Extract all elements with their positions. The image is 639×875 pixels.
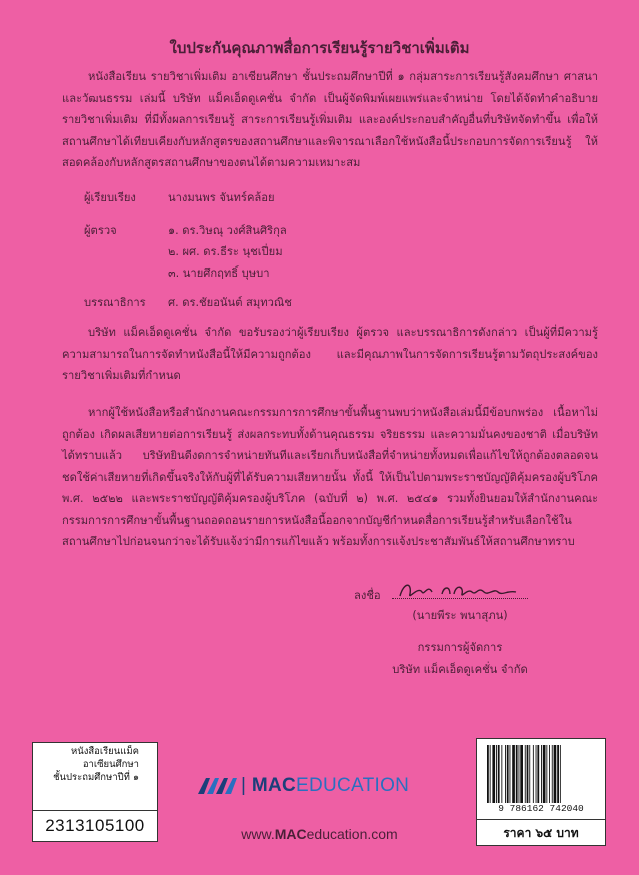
barcode-bar xyxy=(487,745,489,803)
barcode-bar xyxy=(512,745,515,803)
barcode-bar xyxy=(554,745,557,803)
isbn-number: 9 786162 742040 xyxy=(498,803,584,814)
product-line-3: ชั้นประถมศึกษาปีที่ ๑ xyxy=(53,772,139,783)
sign-label: ลงชื่อ xyxy=(354,589,381,602)
barcode-bar xyxy=(507,745,509,803)
barcode-bar xyxy=(492,745,495,803)
author-name: นางมนพร จันทร์คล้อย xyxy=(168,191,275,204)
url-prefix: www. xyxy=(241,826,275,842)
brand-separator: | xyxy=(241,775,252,796)
mac-logo-icon xyxy=(198,778,238,794)
barcode-bar xyxy=(505,745,506,803)
reviewer-3: ๓. นายศึกฤทธิ์ บุษบา xyxy=(168,267,270,280)
barcode-bar xyxy=(490,745,491,803)
reviewer-1: ๑. ดร.วิษณุ วงศ์สินศิริกุล xyxy=(168,224,287,237)
brand-wordmark xyxy=(241,775,409,797)
isbn-barcode xyxy=(485,745,595,803)
barcode-bar xyxy=(496,745,497,803)
price-label: ราคา ๖๕ บาท xyxy=(477,819,605,843)
author-label: ผู้เรียบเรียง xyxy=(84,191,136,204)
barcode-bar xyxy=(527,745,529,803)
barcode-bar xyxy=(541,745,542,803)
signer-position: กรรมการผู้จัดการ xyxy=(417,641,503,654)
barcode-bar xyxy=(546,745,547,803)
page-title: ใบประกันคุณภาพสื่อการเรียนรู้รายวิชาเพิ่มเติม xyxy=(169,39,470,57)
barcode-bar xyxy=(516,745,518,803)
barcode-bar xyxy=(525,745,526,803)
product-info-text xyxy=(33,745,157,784)
reviewer-label: ผู้ตรวจ xyxy=(84,224,117,237)
product-line-1: หนังสือเรียนแม็ค xyxy=(70,746,139,757)
barcode-bar xyxy=(533,745,534,803)
mac-education-logo xyxy=(198,774,438,798)
barcode-bar xyxy=(536,745,537,803)
product-code: 2313105100 xyxy=(33,810,157,841)
barcode-bar xyxy=(537,745,539,803)
signer-company: บริษัท แม็คเอ็ดดูเคชั่น จำกัด xyxy=(392,663,528,676)
barcode-bar xyxy=(560,745,561,803)
barcode-bar xyxy=(529,745,530,803)
handwritten-signature xyxy=(398,578,522,602)
guarantee-paragraph: บริษัท แม็คเอ็ดดูเคชั่น จำกัด ขอรับรองว่าผู้เรียบเรียง ผู้ตรวจ และบรรณาธิการดังกล่าว เป็นผู้ที่มีความรู้ความสามารถในการจัดทำหนังสือนี้ให้มีความถูกต้อง และมีคุณภาพในการจัดการเรียนรู้ตามวัตถุประสงค์ของรายวิชาเพิ่มเติมที่กำหนด xyxy=(62,326,598,382)
barcode-bar xyxy=(549,745,550,803)
reviewer-2: ๒. ผศ. ดร.ธีระ นุชเปี่ยม xyxy=(168,245,283,258)
intro-paragraph: หนังสือเรียน รายวิชาเพิ่มเติม อาเซียนศึกษา ชั้นประถมศึกษาปีที่ ๑ กลุ่มสาระการเรียนรู้สังคมศึกษา ศาสนาและวัฒนธรรม เล่มนี้ บริษัท แม็คเอ็ดดูเคชั่น จำกัด เป็นผู้จัดพิมพ์เผยแพร่และจำหน่าย โดยได้จัดทำคำอธิบายรายวิชาเพิ่มเติม ที่มีทั้งผลการเรียนรู้ สาระการเรียนรู้เพิ่มเติม และองค์ประกอบสำคัญอื่นที่บริษัทจัดทำขึ้น เพื่อให้สถานศึกษาได้เทียบเคียงกับหลักสูตรของสถานศึกษาและพิจารณาเลือกใช้หนังสือนี้ประกอบการจัดการเรียนรู้ ให้สอดคล้องกับหลักสูตรสถานศึกษาของตนได้ตามความเหมาะสม xyxy=(62,70,598,169)
brand-education: EDUCATION xyxy=(296,775,410,796)
barcode-bar xyxy=(552,745,553,803)
barcode-bar xyxy=(510,745,511,803)
url-suffix: education.com xyxy=(306,826,398,842)
barcode-bar xyxy=(557,745,559,803)
brand-mac: MAC xyxy=(251,775,296,796)
signer-name: (นายพีระ พนาสุภน) xyxy=(412,609,508,622)
barcode-bar xyxy=(498,745,500,803)
barcode-bar xyxy=(543,745,546,803)
editor-name: ศ. ดร.ชัยอนันต์ สมุทวณิช xyxy=(168,296,292,309)
barcode-bar xyxy=(501,745,502,803)
product-line-2: อาเซียนศึกษา xyxy=(82,759,139,770)
barcode-bar xyxy=(519,745,520,803)
editor-label: บรรณาธิการ xyxy=(84,296,146,309)
barcode-box xyxy=(476,738,606,846)
commitment-paragraph: หากผู้ใช้หนังสือหรือสำนักงานคณะกรรมการการศึกษาขั้นพื้นฐานพบว่าหนังสือเล่มนี้มีข้อบกพร่อง เนื้อหาไม่ถูกต้อง เกิดผลเสียหายต่อการเรียนรู้ ส่งผลกระทบทั้งด้านคุณธรรม จริยธรรม และความมั่นคงของชาติ เมื่อบริษัทได้ทราบแล้ว บริษัทยินดีงดการจำหน่ายทันทีและเรียกเก็บหนังสือที่จำหน่ายทั้งหมดเพื่อแก้ไขให้ถูกต้องตลอดจนชดใช้ค่าเสียหายที่เกิดขึ้นจริงให้กับผู้ที่ได้รับความเสียหายนั้น ทั้งนี้ ให้เป็นไปตามพระราชบัญญัติคุ้มครองผู้บริโภค พ.ศ. ๒๕๒๒ และพระราชบัญญัติคุ้มครองผู้บริโภค (ฉบับที่ ๒) พ.ศ. ๒๕๔๑ รวมทั้งยินยอมให้สำนักงานคณะกรรมการการศึกษาขั้นพื้นฐานถอดถอนรายการหนังสือนี้ออกจากบัญชีกำหนดสื่อการเรียนรู้สำหรับเลือกใช้ในสถานศึกษาไปก่อนจนกว่าจะได้รับแจ้งว่ามีการแก้ไขแล้ว พร้อมทั้งการแจ้งประชาสัมพันธ์ให้สถานศึกษาทราบ xyxy=(62,406,598,548)
barcode-bar xyxy=(520,745,523,803)
url-brand: MAC xyxy=(274,826,307,842)
